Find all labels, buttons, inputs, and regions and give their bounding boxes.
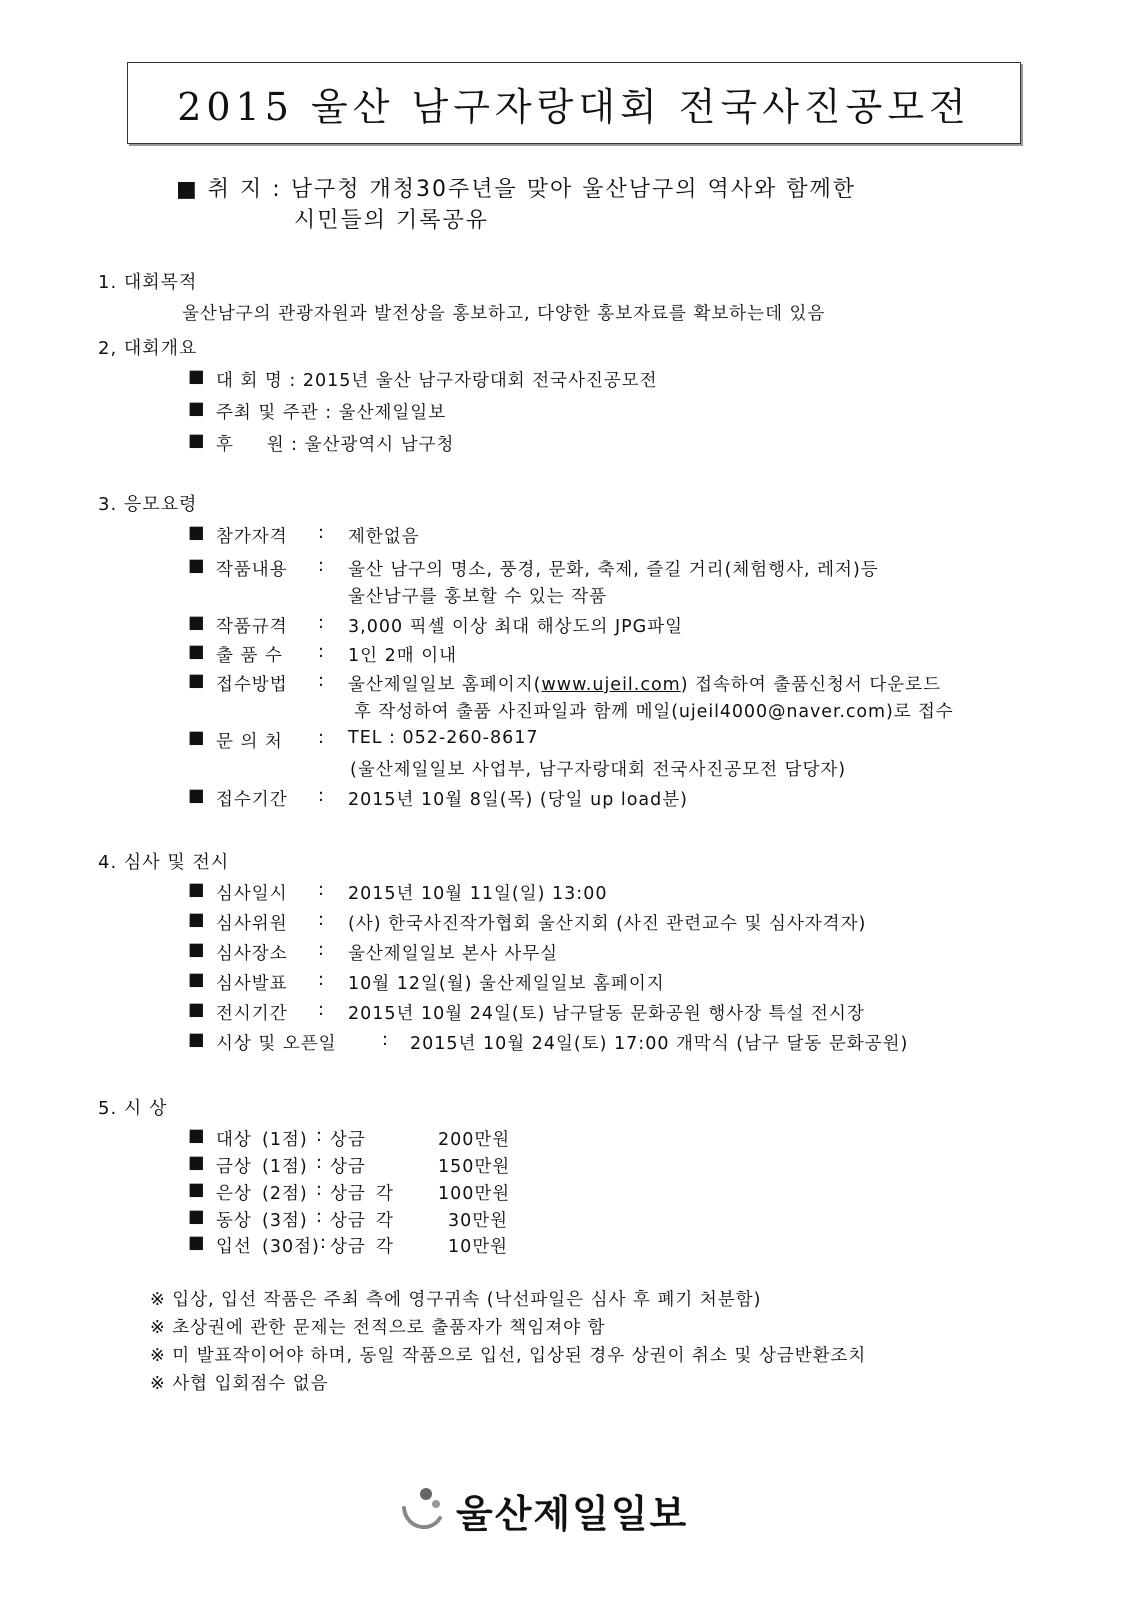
website-link[interactable]: www.ujeil.com: [541, 675, 681, 695]
prize-money-label: 상금: [330, 1184, 366, 1204]
section-1-heading: 1. 대회목적: [98, 272, 198, 293]
prize-name: 금상: [216, 1157, 252, 1177]
colon: :: [318, 970, 325, 990]
logo-text: 울산제일일보: [456, 1491, 689, 1536]
apply-value: 1인 2매 이내: [348, 646, 458, 666]
prize-qty: (1점): [262, 1157, 308, 1177]
prize-money-label: 상금: [330, 1211, 366, 1231]
bullet-square: ■: [188, 1126, 206, 1146]
prize-qty: (2점): [262, 1184, 308, 1204]
colon: :: [318, 642, 325, 662]
overview-text: 후 원 : 울산광역시 남구청: [216, 435, 455, 455]
prize-name: 대상: [216, 1130, 252, 1150]
apply-label: 출 품 수: [216, 646, 283, 666]
document-title: 2015 울산 남구자랑대회 전국사진공모전: [177, 84, 971, 129]
bullet-square: ■: [188, 642, 206, 662]
prize-amount: 150만원: [438, 1157, 511, 1177]
note-line: ※ 미 발표작이어야 하며, 동일 작품으로 입선, 입상된 경우 상권이 취소 및 상금반환조치: [150, 1346, 867, 1366]
colon: :: [316, 1126, 323, 1146]
bullet-square: ■: [188, 1180, 206, 1200]
bullet-square: ■: [188, 367, 206, 387]
bullet-square: ■: [188, 970, 206, 990]
bullet-square: ■: [188, 1030, 206, 1050]
colon: :: [320, 1233, 327, 1253]
prize-amount: 100만원: [438, 1184, 511, 1204]
note-line: ※ 사협 입회점수 없음: [150, 1374, 329, 1394]
apply-value: 울산 남구의 명소, 풍경, 문화, 축제, 즐길 거리(체험행사, 레저)등: [348, 560, 879, 580]
purpose-label: 취 지 :: [207, 177, 282, 202]
colon: :: [316, 1153, 323, 1173]
prize-name: 동상: [216, 1211, 252, 1231]
prize-qty: (30점): [262, 1237, 320, 1257]
bullet-square: ■: [188, 910, 206, 930]
bullet-square: ■: [188, 523, 206, 543]
colon: :: [318, 523, 325, 543]
bullet-square: ■: [188, 1000, 206, 1020]
prize-amount: 200만원: [438, 1130, 511, 1150]
prize-qty: (1점): [262, 1130, 308, 1150]
judging-value: 10월 12일(월) 울산제일일보 홈페이지: [348, 974, 665, 994]
prize-money-label: 상금: [330, 1157, 366, 1177]
judging-value: 2015년 10월 11일(일) 13:00: [348, 884, 608, 904]
prize-each: 각: [376, 1184, 394, 1204]
overview-text: 주최 및 주관 : 울산제일일보: [216, 403, 447, 423]
apply-value-post: ) 접속하여 출품신청서 다운로드: [680, 675, 942, 695]
judging-value: (사) 한국사진작가협회 울산지회 (사진 관련교수 및 심사자격자): [348, 914, 867, 934]
colon: :: [318, 728, 325, 748]
colon: :: [318, 613, 325, 633]
colon: :: [318, 786, 325, 806]
prize-name: 입선: [216, 1237, 252, 1257]
prize-amount: 10만원: [448, 1237, 509, 1257]
judging-value: 2015년 10월 24일(토) 17:00 개막식 (남구 달동 문화공원): [410, 1034, 909, 1054]
section-1-text: 울산남구의 관광자원과 발전상을 홍보하고, 다양한 홍보자료를 확보하는데 있음: [182, 304, 826, 324]
section-2-heading: 2, 대회개요: [98, 338, 198, 359]
apply-value-pre: 울산제일일보 홈페이지(: [348, 675, 542, 695]
apply-label: 접수방법: [216, 675, 288, 695]
colon: :: [316, 1180, 323, 1200]
section-4-heading: 4. 심사 및 전시: [98, 852, 230, 873]
bullet-square: ■: [188, 613, 206, 633]
apply-value: TEL : 052-260-8617: [348, 728, 539, 748]
prize-each: 각: [376, 1237, 394, 1257]
prize-amount: 30만원: [448, 1211, 509, 1231]
colon: :: [318, 910, 325, 930]
bullet-square: ■: [188, 1207, 206, 1227]
bullet-square: ■: [188, 880, 206, 900]
colon: :: [318, 671, 325, 691]
purpose-line-1: [176, 172, 856, 203]
bullet-square: ■: [188, 556, 206, 576]
colon: :: [318, 940, 325, 960]
apply-value-cont: 울산남구를 홍보할 수 있는 작품: [348, 587, 608, 607]
bullet-square: ■: [188, 940, 206, 960]
newspaper-logo: [400, 1480, 700, 1540]
colon: :: [318, 1000, 325, 1020]
bullet-square: ■: [188, 399, 206, 419]
purpose-text-1: 남구청 개청30주년을 맞아 울산남구의 역사와 함께한: [290, 177, 856, 202]
judging-label: 심사장소: [216, 944, 288, 964]
apply-label: 작품내용: [216, 560, 288, 580]
judging-label: 심사일시: [216, 884, 288, 904]
bullet-square: ■: [176, 177, 199, 202]
apply-value: 2015년 10월 8일(목) (당일 up load분): [348, 790, 688, 810]
purpose-text-2: 시민들의 기록공유: [294, 208, 490, 233]
apply-value: [348, 671, 941, 696]
apply-label: 문 의 처: [216, 732, 283, 752]
bullet-square: ■: [188, 1153, 206, 1173]
judging-value: 2015년 10월 24일(토) 남구달동 문화공원 행사장 특설 전시장: [348, 1004, 865, 1024]
overview-text: 대 회 명 : 2015년 울산 남구자랑대회 전국사진공모전: [216, 371, 658, 391]
colon: :: [318, 880, 325, 900]
bullet-square: ■: [188, 431, 206, 451]
apply-value: 제한없음: [348, 527, 420, 547]
apply-value-cont: 후 작성하여 출품 사진파일과 함께 메일(ujeil4000@naver.com)로 접수: [354, 702, 954, 722]
note-line: ※ 입상, 입선 작품은 주최 측에 영구귀속 (낙선파일은 심사 후 폐기 처분함): [150, 1290, 762, 1310]
apply-value: 3,000 픽셀 이상 최대 해상도의 JPG파일: [348, 617, 684, 637]
apply-label: 작품규격: [216, 617, 288, 637]
note-line: ※ 초상권에 관한 문제는 전적으로 출품자가 책임져야 함: [150, 1318, 606, 1338]
prize-qty: (3점): [262, 1211, 308, 1231]
logo-mark-icon: [400, 1484, 448, 1536]
title-box: [127, 62, 1021, 144]
judging-label: 심사위원: [216, 914, 288, 934]
prize-name: 은상: [216, 1184, 252, 1204]
judging-label: 전시기간: [216, 1004, 288, 1024]
judging-label: 시상 및 오픈일: [216, 1034, 337, 1054]
colon: :: [316, 1207, 323, 1227]
apply-value-cont: (울산제일일보 사업부, 남구자랑대회 전국사진공모전 담당자): [350, 760, 847, 780]
prize-money-label: 상금: [330, 1130, 366, 1150]
judging-value: 울산제일일보 본사 사무실: [348, 944, 559, 964]
colon: :: [382, 1030, 389, 1050]
section-3-heading: 3. 응모요령: [98, 494, 198, 515]
colon: :: [318, 556, 325, 576]
judging-label: 심사발표: [216, 974, 288, 994]
apply-label: 접수기간: [216, 790, 288, 810]
prize-each: 각: [376, 1211, 394, 1231]
prize-money-label: 상금: [330, 1237, 366, 1257]
bullet-square: ■: [188, 728, 206, 748]
section-5-heading: 5. 시 상: [98, 1098, 168, 1119]
apply-label: 참가자격: [216, 527, 288, 547]
bullet-square: ■: [188, 671, 206, 691]
bullet-square: ■: [188, 786, 206, 806]
bullet-square: ■: [188, 1233, 206, 1253]
